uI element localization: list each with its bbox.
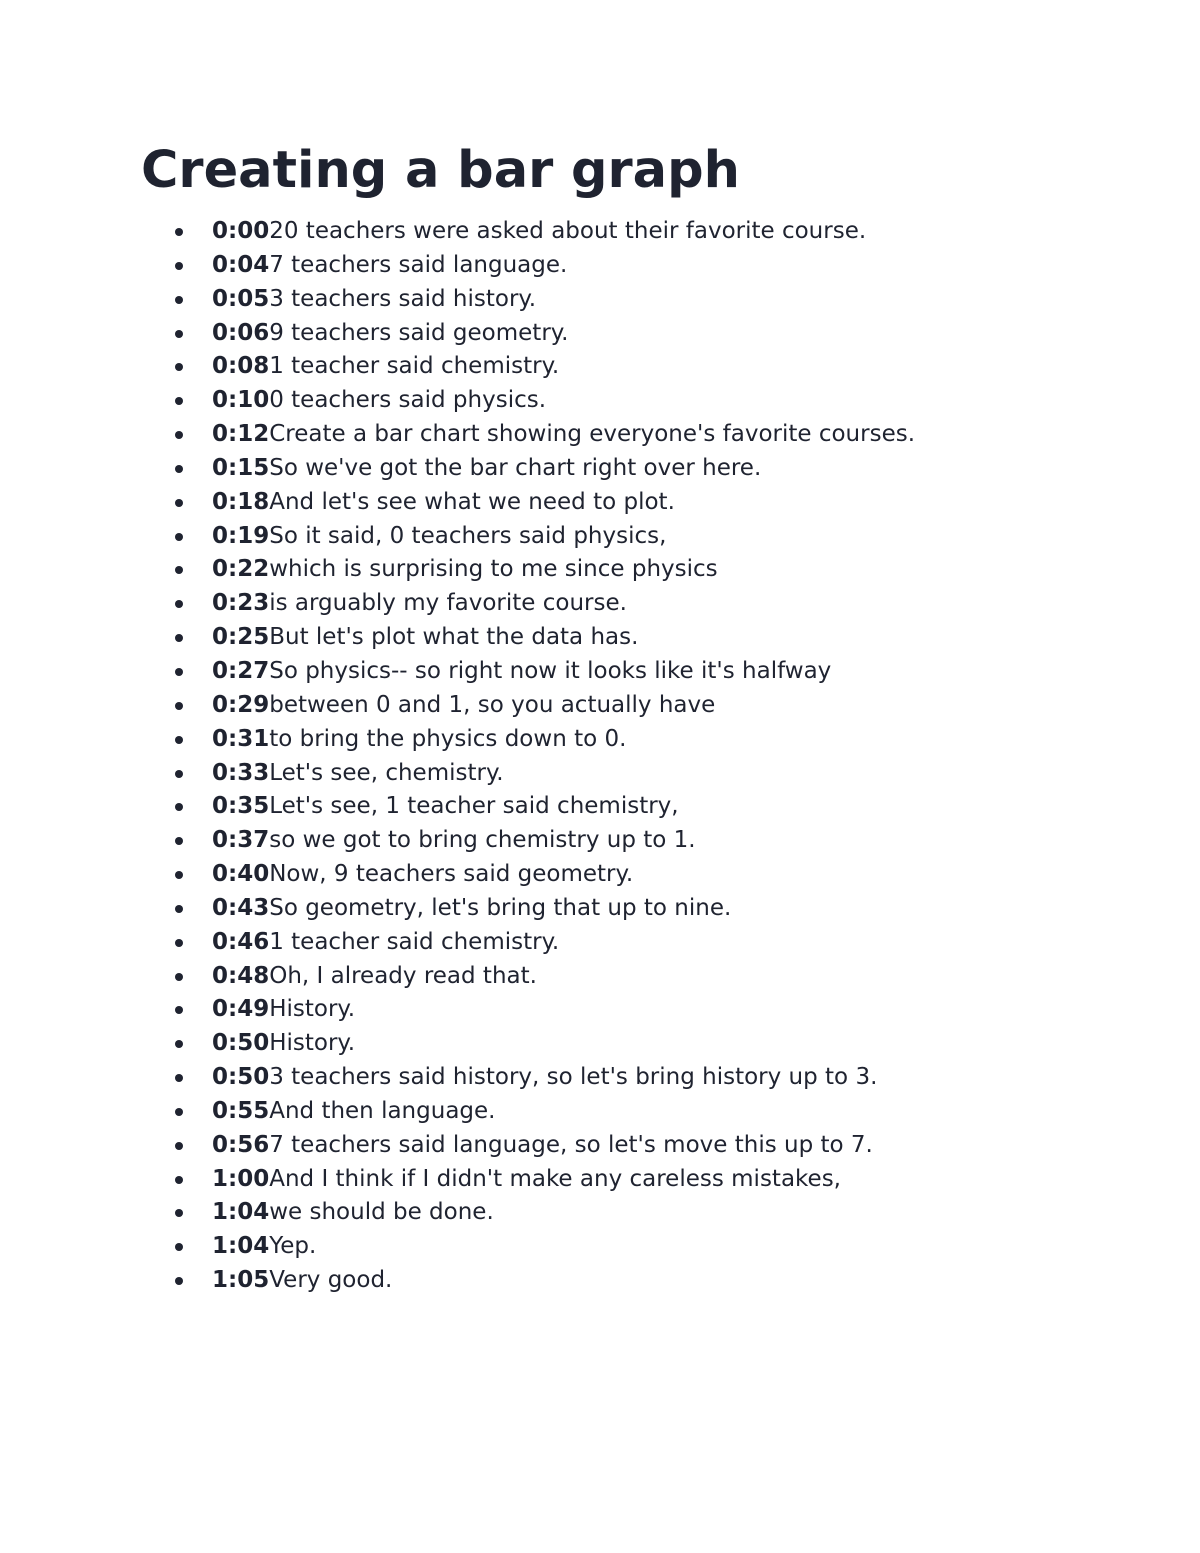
transcript-text: History. xyxy=(269,996,356,1023)
bullet-icon xyxy=(175,397,183,405)
bullet-icon xyxy=(175,770,183,778)
transcript-text: So physics-- so right now it looks like it's halfway xyxy=(269,657,832,684)
transcript-text: And then language. xyxy=(269,1097,496,1124)
bullet-icon xyxy=(175,1209,183,1217)
bullet-icon xyxy=(175,330,183,338)
bullet-icon xyxy=(175,1142,183,1150)
timestamp: 1:04 xyxy=(212,1199,270,1226)
timestamp: 0:40 xyxy=(212,861,270,888)
list-item xyxy=(0,1163,915,1197)
timestamp: 0:46 xyxy=(212,928,270,955)
transcript-text: Create a bar chart showing everyone's favorite courses. xyxy=(269,421,916,448)
transcript-text: Oh, I already read that. xyxy=(269,962,537,989)
list-item xyxy=(0,892,915,926)
transcript-text: which is surprising to me since physics xyxy=(269,556,718,583)
list-item xyxy=(0,553,915,587)
transcript-text: 7 teachers said language. xyxy=(269,251,568,278)
transcript-text: between 0 and 1, so you actually have xyxy=(269,691,716,718)
bullet-icon xyxy=(175,465,183,473)
list-item xyxy=(0,520,915,554)
bullet-icon xyxy=(175,600,183,608)
list-item xyxy=(0,621,915,655)
timestamp: 0:35 xyxy=(212,793,270,820)
list-item xyxy=(0,215,915,249)
timestamp: 1:05 xyxy=(212,1267,270,1294)
timestamp: 0:25 xyxy=(212,624,270,651)
bullet-icon xyxy=(175,668,183,676)
bullet-icon xyxy=(175,837,183,845)
list-item xyxy=(0,689,915,723)
transcript-list xyxy=(0,215,915,1298)
list-item xyxy=(0,1095,915,1129)
transcript-text: History. xyxy=(269,1030,356,1057)
list-item xyxy=(0,757,915,791)
bullet-icon xyxy=(175,1074,183,1082)
list-item xyxy=(0,1264,915,1298)
list-item xyxy=(0,283,915,317)
list-item xyxy=(0,452,915,486)
list-item xyxy=(0,486,915,520)
bullet-icon xyxy=(175,363,183,371)
timestamp: 0:00 xyxy=(212,218,270,244)
bullet-icon xyxy=(175,973,183,981)
list-item xyxy=(0,824,915,858)
timestamp: 0:08 xyxy=(212,353,270,380)
transcript-text: 3 teachers said history. xyxy=(269,285,537,312)
bullet-icon xyxy=(175,803,183,811)
list-item xyxy=(0,723,915,757)
transcript-text: 1 teacher said chemistry. xyxy=(269,353,560,380)
bullet-icon xyxy=(175,262,183,270)
transcript-text: 20 teachers were asked about their favorite course. xyxy=(269,218,867,244)
list-item xyxy=(0,858,915,892)
list-item xyxy=(0,418,915,452)
bullet-icon xyxy=(175,431,183,439)
bullet-icon xyxy=(175,871,183,879)
bullet-icon xyxy=(175,296,183,304)
bullet-icon xyxy=(175,1108,183,1116)
bullet-icon xyxy=(175,702,183,710)
timestamp: 0:22 xyxy=(212,556,270,583)
timestamp: 0:31 xyxy=(212,725,270,752)
timestamp: 0:27 xyxy=(212,657,270,684)
transcript-text: to bring the physics down to 0. xyxy=(269,725,627,752)
bullet-icon xyxy=(175,533,183,541)
list-item xyxy=(0,1027,915,1061)
bullet-icon xyxy=(175,634,183,642)
timestamp: 0:19 xyxy=(212,522,270,549)
transcript-text: 7 teachers said language, so let's move this up to 7. xyxy=(269,1131,873,1158)
timestamp: 0:56 xyxy=(212,1131,270,1158)
timestamp: 0:06 xyxy=(212,319,270,346)
bullet-icon xyxy=(175,736,183,744)
transcript-text: so we got to bring chemistry up to 1. xyxy=(269,827,696,854)
timestamp: 0:48 xyxy=(212,962,270,989)
transcript-text: 1 teacher said chemistry. xyxy=(269,928,560,955)
transcript-text: 3 teachers said history, so let's bring history up to 3. xyxy=(269,1064,878,1091)
timestamp: 0:18 xyxy=(212,488,270,515)
list-item xyxy=(0,384,915,418)
transcript-text: And I think if I didn't make any careless mistakes, xyxy=(269,1165,841,1192)
list-item xyxy=(0,1230,915,1264)
bullet-icon xyxy=(175,939,183,947)
timestamp: 1:00 xyxy=(212,1165,270,1192)
timestamp: 0:43 xyxy=(212,894,270,921)
timestamp: 1:04 xyxy=(212,1233,270,1260)
bullet-icon xyxy=(175,228,183,236)
transcript-text: Let's see, chemistry. xyxy=(269,759,504,786)
timestamp: 0:05 xyxy=(212,285,270,312)
list-item xyxy=(0,1196,915,1230)
list-item xyxy=(0,993,915,1027)
bullet-icon xyxy=(175,905,183,913)
list-item xyxy=(0,655,915,689)
bullet-icon xyxy=(175,1176,183,1184)
timestamp: 0:49 xyxy=(212,996,270,1023)
transcript-text: And let's see what we need to plot. xyxy=(269,488,675,515)
list-item xyxy=(0,790,915,824)
transcript-text: So geometry, let's bring that up to nine. xyxy=(269,894,732,921)
transcript-text: Now, 9 teachers said geometry. xyxy=(269,861,634,888)
timestamp: 0:12 xyxy=(212,421,270,448)
timestamp: 0:33 xyxy=(212,759,270,786)
list-item xyxy=(0,1129,915,1163)
list-item xyxy=(0,317,915,351)
transcript-text: Very good. xyxy=(269,1267,393,1294)
timestamp: 0:37 xyxy=(212,827,270,854)
bullet-icon xyxy=(175,1006,183,1014)
page-title: Creating a bar graph xyxy=(141,141,740,200)
list-item xyxy=(0,960,915,994)
list-item xyxy=(0,926,915,960)
list-item xyxy=(0,249,915,283)
timestamp: 0:29 xyxy=(212,691,270,718)
timestamp: 0:15 xyxy=(212,454,270,481)
timestamp: 0:50 xyxy=(212,1064,270,1091)
list-item xyxy=(0,587,915,621)
list-item xyxy=(0,1061,915,1095)
bullet-icon xyxy=(175,1277,183,1285)
transcript-text: But let's plot what the data has. xyxy=(269,624,639,651)
transcript-text: So we've got the bar chart right over here. xyxy=(269,454,762,481)
transcript-text: we should be done. xyxy=(269,1199,494,1226)
timestamp: 0:10 xyxy=(212,387,270,414)
transcript-text: is arguably my favorite course. xyxy=(269,590,627,617)
timestamp: 0:23 xyxy=(212,590,270,617)
timestamp: 0:50 xyxy=(212,1030,270,1057)
timestamp: 0:55 xyxy=(212,1097,270,1124)
bullet-icon xyxy=(175,499,183,507)
list-item xyxy=(0,350,915,384)
transcript-text: Yep. xyxy=(269,1233,317,1260)
transcript-text: 9 teachers said geometry. xyxy=(269,319,569,346)
transcript-text: 0 teachers said physics. xyxy=(269,387,547,414)
bullet-icon xyxy=(175,566,183,574)
bullet-icon xyxy=(175,1040,183,1048)
transcript-text: Let's see, 1 teacher said chemistry, xyxy=(269,793,679,820)
timestamp: 0:04 xyxy=(212,251,270,278)
bullet-icon xyxy=(175,1243,183,1251)
transcript-text: So it said, 0 teachers said physics, xyxy=(269,522,667,549)
